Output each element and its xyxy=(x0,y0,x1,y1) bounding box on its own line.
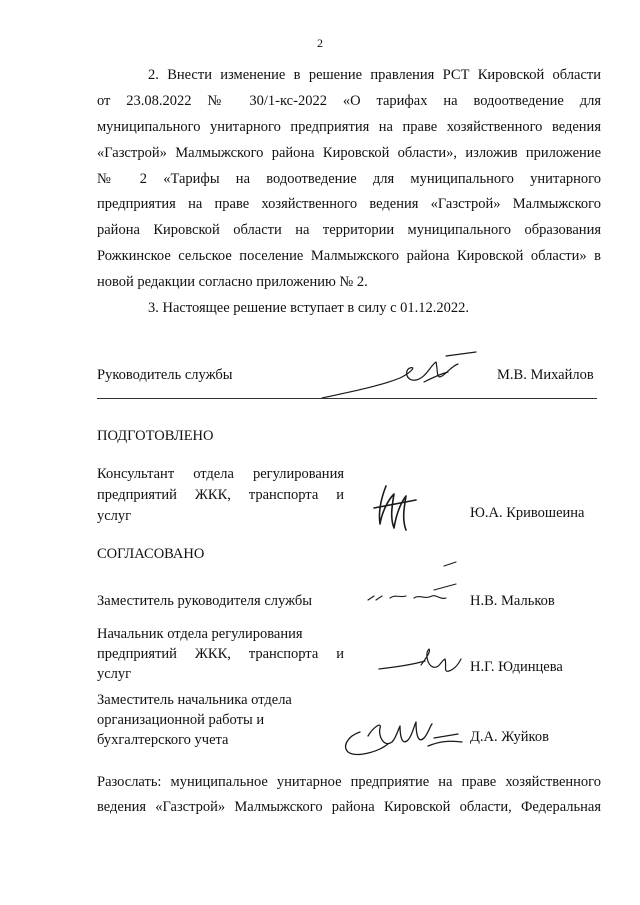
item-2-line: района Кировской области на территории муниципального образования xyxy=(97,222,601,238)
prepared-name: Ю.А. Кривошеина xyxy=(470,505,585,521)
head-position: Руководитель службы xyxy=(97,367,233,383)
distribution-line: Разослать: муниципальное унитарное предприятие на праве хозяйственного xyxy=(97,774,601,790)
prepared-position-line: Консультант отдела регулирования xyxy=(97,466,344,482)
head-signature-image xyxy=(320,352,490,404)
page-number: 2 xyxy=(317,36,323,50)
agreed-position-line: услуг xyxy=(97,666,132,682)
agreed-position-line: Заместитель руководителя службы xyxy=(97,593,313,609)
item-2-line: Рожкинское сельское поселение Малмыжского района Кировской области» в xyxy=(97,248,601,264)
item-2-line: «Газстрой» Малмыжского района Кировской области», изложив приложение xyxy=(97,145,601,161)
agreed-position-line: Заместитель начальника отдела xyxy=(97,692,292,708)
agreed-name: Д.А. Жуйков xyxy=(470,729,549,745)
agreed-signature-image-1 xyxy=(360,560,460,606)
item-2-line: новой редакции согласно приложению № 2. xyxy=(97,274,368,290)
item-2-line: муниципального унитарного предприятия на праве хозяйственного ведения xyxy=(97,119,601,135)
item-2-line: от 23.08.2022 № 30/1-кс-2022 «О тарифах на водоотведение для xyxy=(97,93,601,109)
agreed-position-line: организационной работы и xyxy=(97,712,265,728)
item-2-line: предприятия на праве хозяйственного ведения «Газстрой» Малмыжского xyxy=(97,196,601,212)
agreed-name: Н.В. Мальков xyxy=(470,593,555,609)
agreed-position-line: предприятий ЖКК, транспорта и xyxy=(97,646,344,662)
head-name: М.В. Михайлов xyxy=(497,367,594,383)
signature-divider xyxy=(97,398,597,399)
agreed-signature-image-3 xyxy=(338,712,468,762)
agreed-signature-image-2 xyxy=(375,645,465,677)
prepared-position-line: услуг xyxy=(97,508,132,524)
item-3-paragraph: 3. Настоящее решение вступает в силу с 01.12.2022. xyxy=(148,300,470,316)
agreed-position-line: Начальник отдела регулирования xyxy=(97,626,303,642)
prepared-position-line: предприятий ЖКК, транспорта и xyxy=(97,487,344,503)
prepared-signature-image xyxy=(372,482,422,534)
item-2-line: № 2 «Тарифы на водоотведение для муниципального унитарного xyxy=(97,171,601,187)
distribution-line: ведения «Газстрой» Малмыжского района Кировской области, Федеральная xyxy=(97,799,601,815)
agreed-name: Н.Г. Юдинцева xyxy=(470,659,563,675)
prepared-heading: ПОДГОТОВЛЕНО xyxy=(97,428,214,444)
item-2-line: 2. Внести изменение в решение правления РСТ Кировской области xyxy=(148,67,601,83)
agreed-position-line: бухгалтерского учета xyxy=(97,732,229,748)
agreed-heading: СОГЛАСОВАНО xyxy=(97,546,205,562)
